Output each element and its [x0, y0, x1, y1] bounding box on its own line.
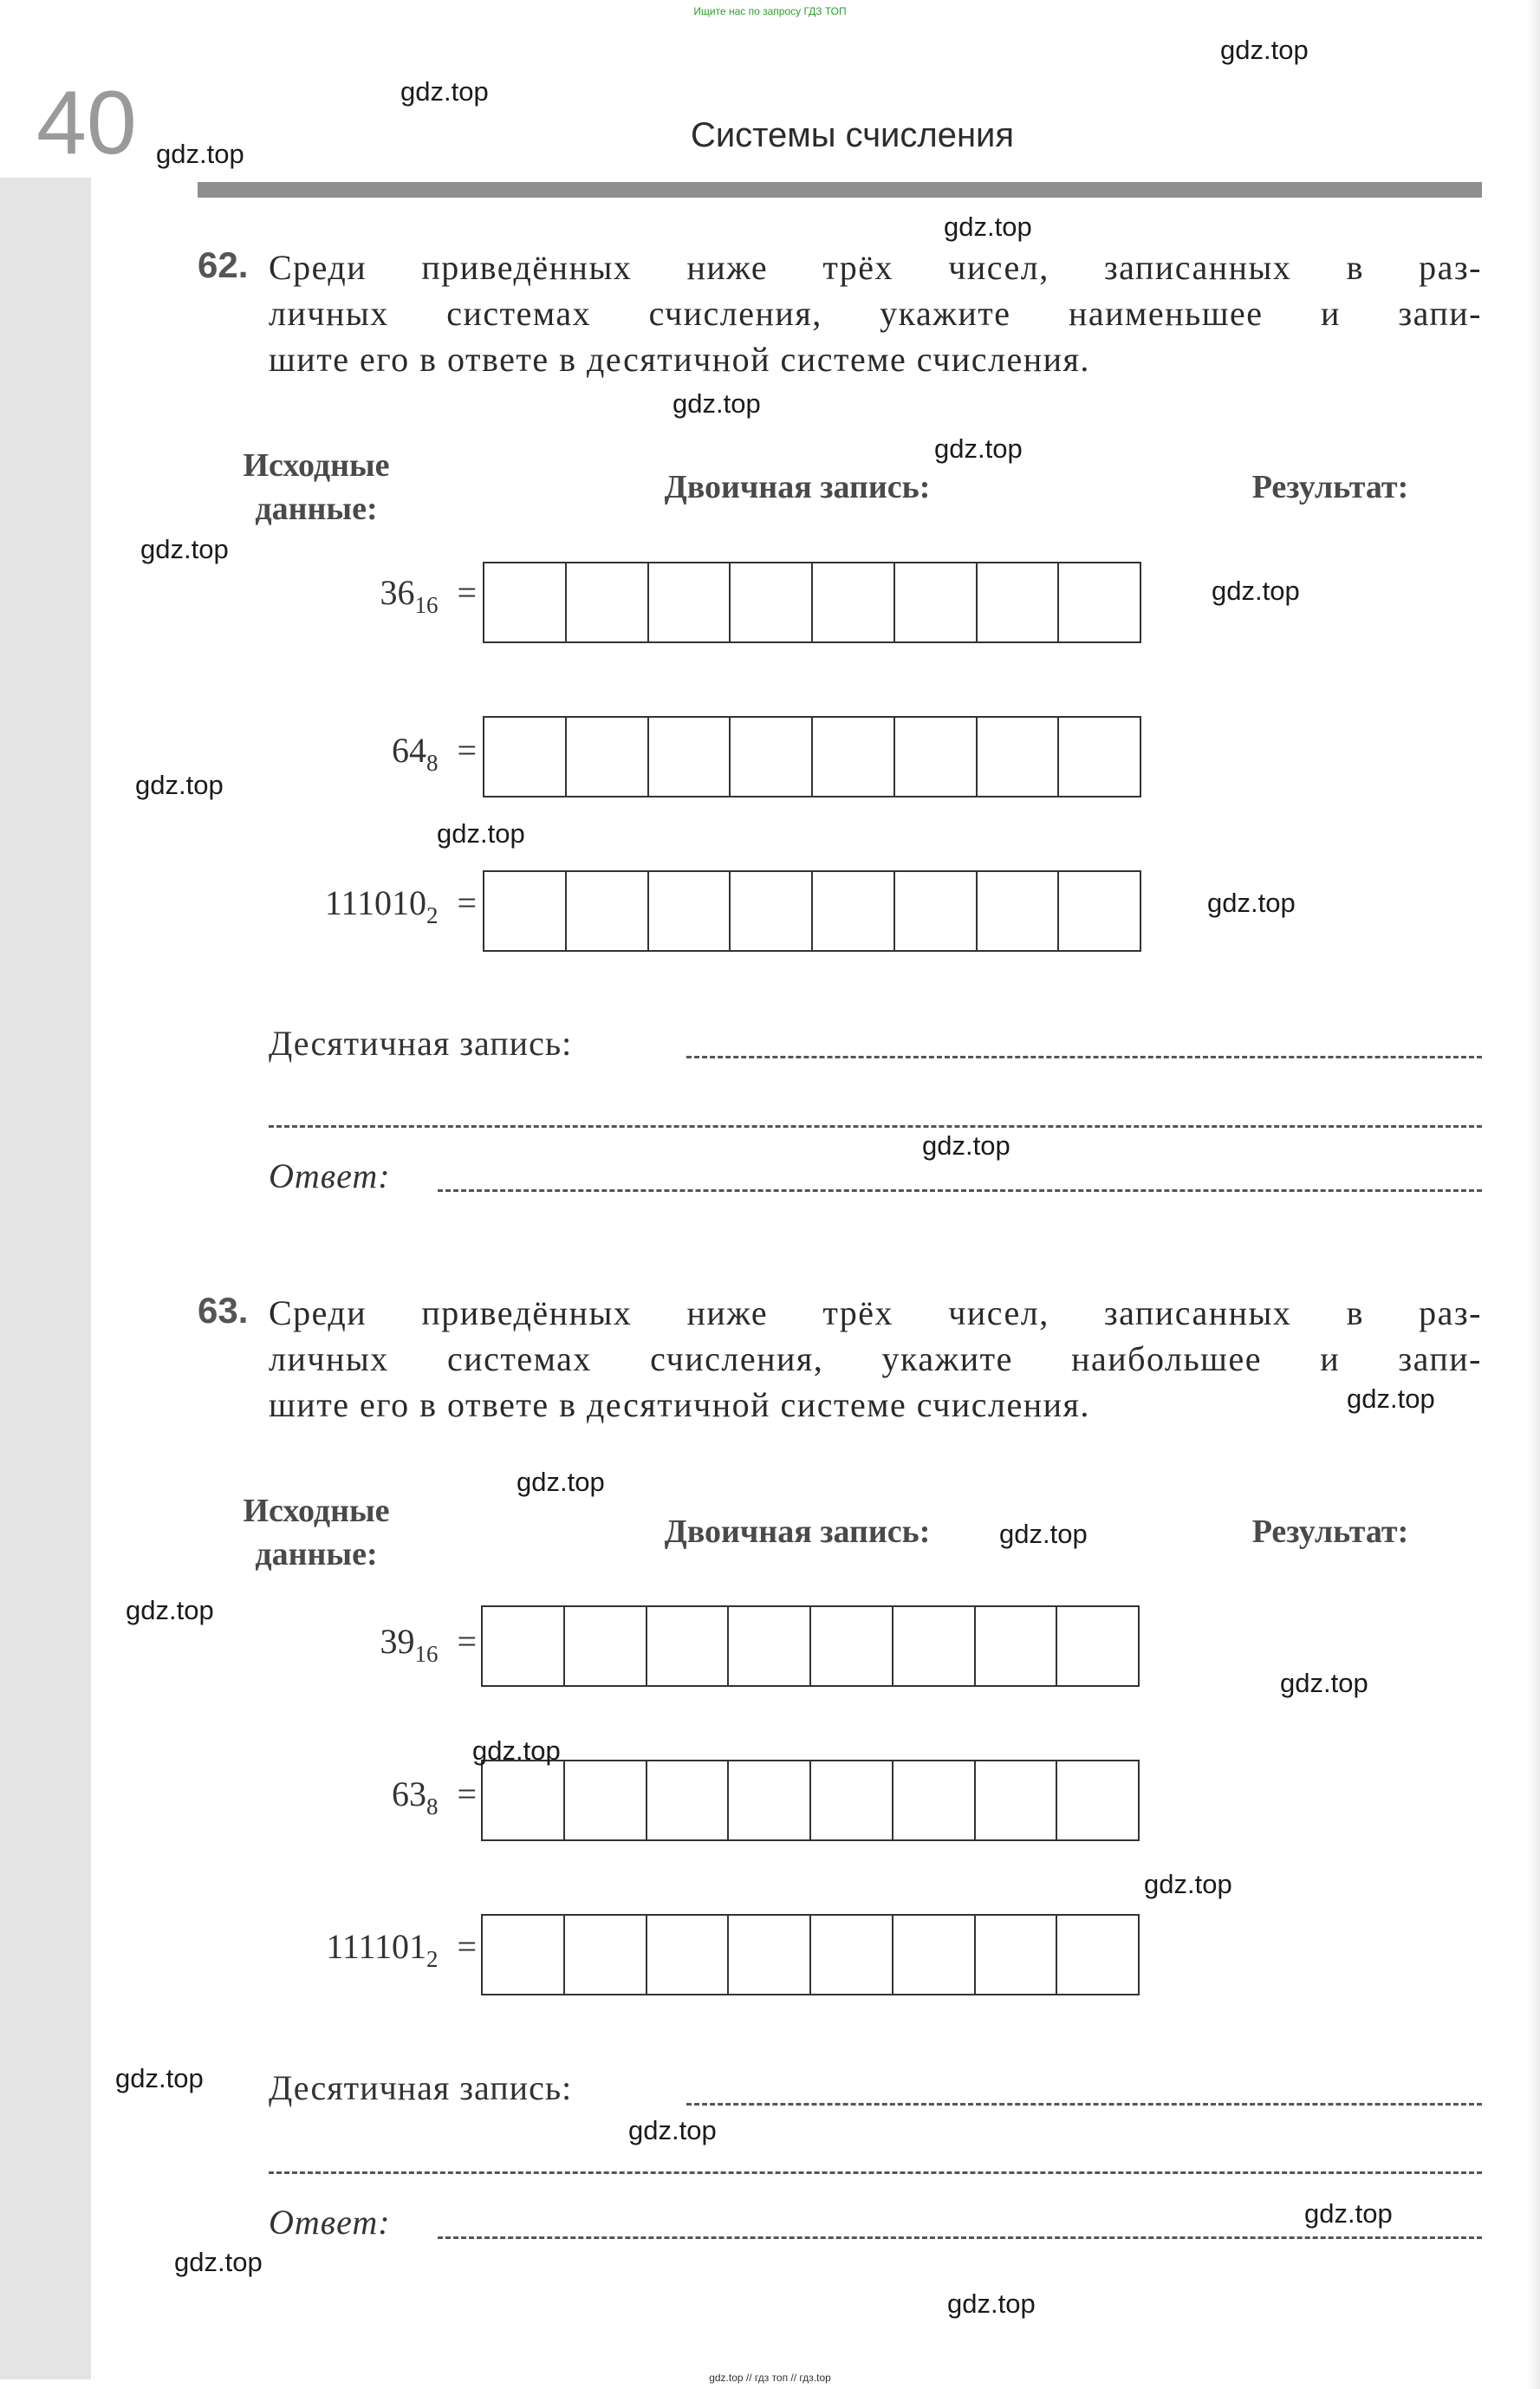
watermark: gdz.top	[156, 139, 244, 169]
binary-digit-cell[interactable]	[893, 1761, 976, 1839]
watermark: gdz.top	[628, 2115, 717, 2145]
binary-digit-cell[interactable]	[813, 718, 895, 796]
equals-sign: =	[457, 573, 477, 612]
binary-digit-cell[interactable]	[978, 563, 1060, 641]
binary-digit-cell[interactable]	[978, 872, 1060, 950]
task-62-answer-label: Ответ:	[269, 1156, 391, 1195]
watermark: gdz.top	[135, 770, 224, 800]
watermark: gdz.top	[947, 2288, 1036, 2319]
task-63-answer-line[interactable]	[438, 2236, 1482, 2239]
number-value: 111101	[326, 1927, 426, 1966]
binary-digit-cell[interactable]	[813, 563, 895, 641]
binary-digit-cell[interactable]	[731, 563, 813, 641]
binary-digit-cell[interactable]	[893, 1607, 976, 1685]
task-63-text	[269, 1290, 1482, 1428]
task-63-line: шите его в ответе в десятичной системе счисления.	[269, 1385, 1090, 1424]
task-63-binary-grid[interactable]	[481, 1914, 1140, 1995]
binary-digit-cell[interactable]	[647, 1916, 730, 1994]
binary-digit-cell[interactable]	[895, 718, 978, 796]
watermark: gdz.top	[140, 534, 229, 564]
binary-digit-cell[interactable]	[649, 563, 731, 641]
binary-digit-cell[interactable]	[729, 1761, 811, 1839]
task-62-decimal-line[interactable]	[686, 1056, 1482, 1058]
watermark: gdz.top	[673, 388, 761, 419]
binary-digit-cell[interactable]	[731, 718, 813, 796]
binary-digit-cell[interactable]	[1059, 872, 1140, 950]
task-63-number: 63.	[198, 1290, 249, 1331]
source-header-line: Исходные	[243, 447, 390, 484]
watermark: gdz.top	[174, 2247, 263, 2277]
footer-note: gdz.top // гдз топ // гдз.top	[709, 2372, 831, 2384]
number-base: 2	[426, 1946, 439, 1972]
watermark: gdz.top	[126, 1595, 214, 1625]
binary-digit-cell[interactable]	[647, 1761, 730, 1839]
binary-digit-cell[interactable]	[565, 1607, 647, 1685]
binary-digit-cell[interactable]	[649, 872, 731, 950]
binary-digit-cell[interactable]	[813, 872, 895, 950]
watermark: gdz.top	[472, 1735, 561, 1766]
task-62-answer-line[interactable]	[438, 1189, 1482, 1192]
watermark: gdz.top	[437, 818, 525, 849]
top-search-note: Ищите нас по запросу ГДЗ ТОП	[693, 5, 847, 17]
binary-digit-cell[interactable]	[811, 1607, 893, 1685]
number-base: 8	[426, 750, 439, 776]
watermark: gdz.top	[400, 76, 489, 107]
binary-digit-cell[interactable]	[1059, 718, 1140, 796]
binary-digit-cell[interactable]	[893, 1916, 976, 1994]
task-63-line: личных системах счисления, укажите наибольшее и запи-	[269, 1339, 1482, 1378]
watermark: gdz.top	[1304, 2198, 1393, 2229]
task-62-number-label	[260, 572, 477, 619]
equals-sign: =	[457, 1774, 477, 1813]
watermark: gdz.top	[1212, 576, 1300, 606]
task-63-number-label	[243, 1774, 477, 1820]
task-63-decimal-line[interactable]	[686, 2103, 1482, 2106]
number-base: 16	[414, 592, 439, 618]
binary-digit-cell[interactable]	[811, 1916, 893, 1994]
page-margin-strip	[0, 178, 91, 2379]
equals-sign: =	[457, 1622, 477, 1661]
number-base: 2	[426, 902, 439, 928]
binary-digit-cell[interactable]	[565, 1916, 647, 1994]
number-value: 36	[380, 573, 415, 612]
watermark: gdz.top	[934, 433, 1023, 464]
task-63-result-header: Результат:	[1251, 1513, 1409, 1550]
task-62-text	[269, 244, 1482, 382]
task-62-line: шите его в ответе в десятичной системе счисления.	[269, 340, 1090, 379]
binary-digit-cell[interactable]	[483, 1916, 565, 1994]
task-63-decimal-line-2[interactable]	[269, 2171, 1482, 2174]
equals-sign: =	[457, 1927, 477, 1966]
task-63-source-header	[212, 1489, 420, 1576]
running-head: Системы счисления	[690, 116, 1015, 154]
task-62-number-label	[217, 882, 477, 929]
page-number: 40	[36, 73, 137, 173]
source-header-line: данные:	[255, 491, 378, 527]
watermark: gdz.top	[1144, 1869, 1232, 1899]
task-63-line: Среди приведённых ниже трёх чисел, записанных в раз-	[269, 1293, 1482, 1332]
watermark: gdz.top	[1280, 1668, 1368, 1698]
number-value: 63	[391, 1774, 426, 1813]
binary-digit-cell[interactable]	[484, 563, 567, 641]
task-63-binary-header: Двоичная запись:	[664, 1513, 931, 1550]
binary-digit-cell[interactable]	[976, 1916, 1058, 1994]
task-62-line: Среди приведённых ниже трёх чисел, записанных в раз-	[269, 248, 1482, 287]
task-62-result-header: Результат:	[1251, 469, 1409, 505]
binary-digit-cell[interactable]	[567, 718, 649, 796]
number-base: 8	[426, 1793, 439, 1819]
watermark: gdz.top	[944, 212, 1032, 242]
binary-digit-cell[interactable]	[649, 718, 731, 796]
task-62-binary-grid[interactable]	[483, 716, 1141, 797]
number-base: 16	[414, 1641, 439, 1667]
task-62-line: личных системах счисления, укажите наименьшее и запи-	[269, 294, 1482, 333]
task-63-number-label	[243, 1621, 477, 1668]
binary-digit-cell[interactable]	[647, 1607, 730, 1685]
binary-digit-cell[interactable]	[565, 1761, 647, 1839]
task-62-binary-grid[interactable]	[483, 562, 1141, 643]
task-62-decimal-line-2[interactable]	[269, 1125, 1482, 1128]
task-63-answer-label: Ответ:	[269, 2203, 391, 2242]
header-rule	[198, 182, 1482, 198]
task-63-binary-grid[interactable]	[481, 1760, 1140, 1841]
binary-digit-cell[interactable]	[483, 1607, 565, 1685]
watermark: gdz.top	[115, 2063, 204, 2093]
task-62-number-label	[260, 730, 477, 777]
binary-digit-cell[interactable]	[976, 1607, 1058, 1685]
binary-digit-cell[interactable]	[1059, 563, 1140, 641]
binary-digit-cell[interactable]	[731, 872, 813, 950]
task-62-decimal-label: Десятичная запись:	[269, 1024, 573, 1063]
binary-digit-cell[interactable]	[567, 563, 649, 641]
number-value: 111010	[324, 883, 426, 922]
binary-digit-cell[interactable]	[484, 718, 567, 796]
equals-sign: =	[457, 883, 477, 922]
task-62-number: 62.	[198, 244, 249, 285]
watermark: gdz.top	[922, 1130, 1010, 1161]
task-63-binary-grid[interactable]	[481, 1605, 1140, 1687]
binary-digit-cell[interactable]	[483, 1761, 565, 1839]
task-62-source-header	[212, 444, 420, 531]
binary-digit-cell[interactable]	[895, 872, 978, 950]
source-header-line: данные:	[255, 1536, 378, 1572]
task-62-binary-header: Двоичная запись:	[664, 469, 931, 505]
binary-digit-cell[interactable]	[729, 1607, 811, 1685]
watermark: gdz.top	[1220, 35, 1309, 65]
number-value: 39	[380, 1622, 415, 1661]
binary-digit-cell[interactable]	[1057, 1607, 1138, 1685]
binary-digit-cell[interactable]	[811, 1761, 893, 1839]
watermark: gdz.top	[1207, 888, 1296, 918]
number-value: 64	[391, 731, 426, 770]
task-62-binary-grid[interactable]	[483, 870, 1141, 952]
watermark: gdz.top	[999, 1519, 1088, 1549]
watermark: gdz.top	[1347, 1383, 1435, 1414]
binary-digit-cell[interactable]	[567, 872, 649, 950]
binary-digit-cell[interactable]	[484, 872, 567, 950]
binary-digit-cell[interactable]	[978, 718, 1060, 796]
watermark: gdz.top	[517, 1467, 605, 1497]
page-edge-shadow	[1528, 0, 1540, 2389]
source-header-line: Исходные	[243, 1493, 390, 1529]
equals-sign: =	[457, 731, 477, 770]
task-63-number-label	[199, 1926, 477, 1973]
binary-digit-cell[interactable]	[1057, 1761, 1138, 1839]
binary-digit-cell[interactable]	[895, 563, 978, 641]
binary-digit-cell[interactable]	[1057, 1916, 1138, 1994]
binary-digit-cell[interactable]	[976, 1761, 1058, 1839]
task-63-decimal-label: Десятичная запись:	[269, 2068, 573, 2107]
binary-digit-cell[interactable]	[729, 1916, 811, 1994]
